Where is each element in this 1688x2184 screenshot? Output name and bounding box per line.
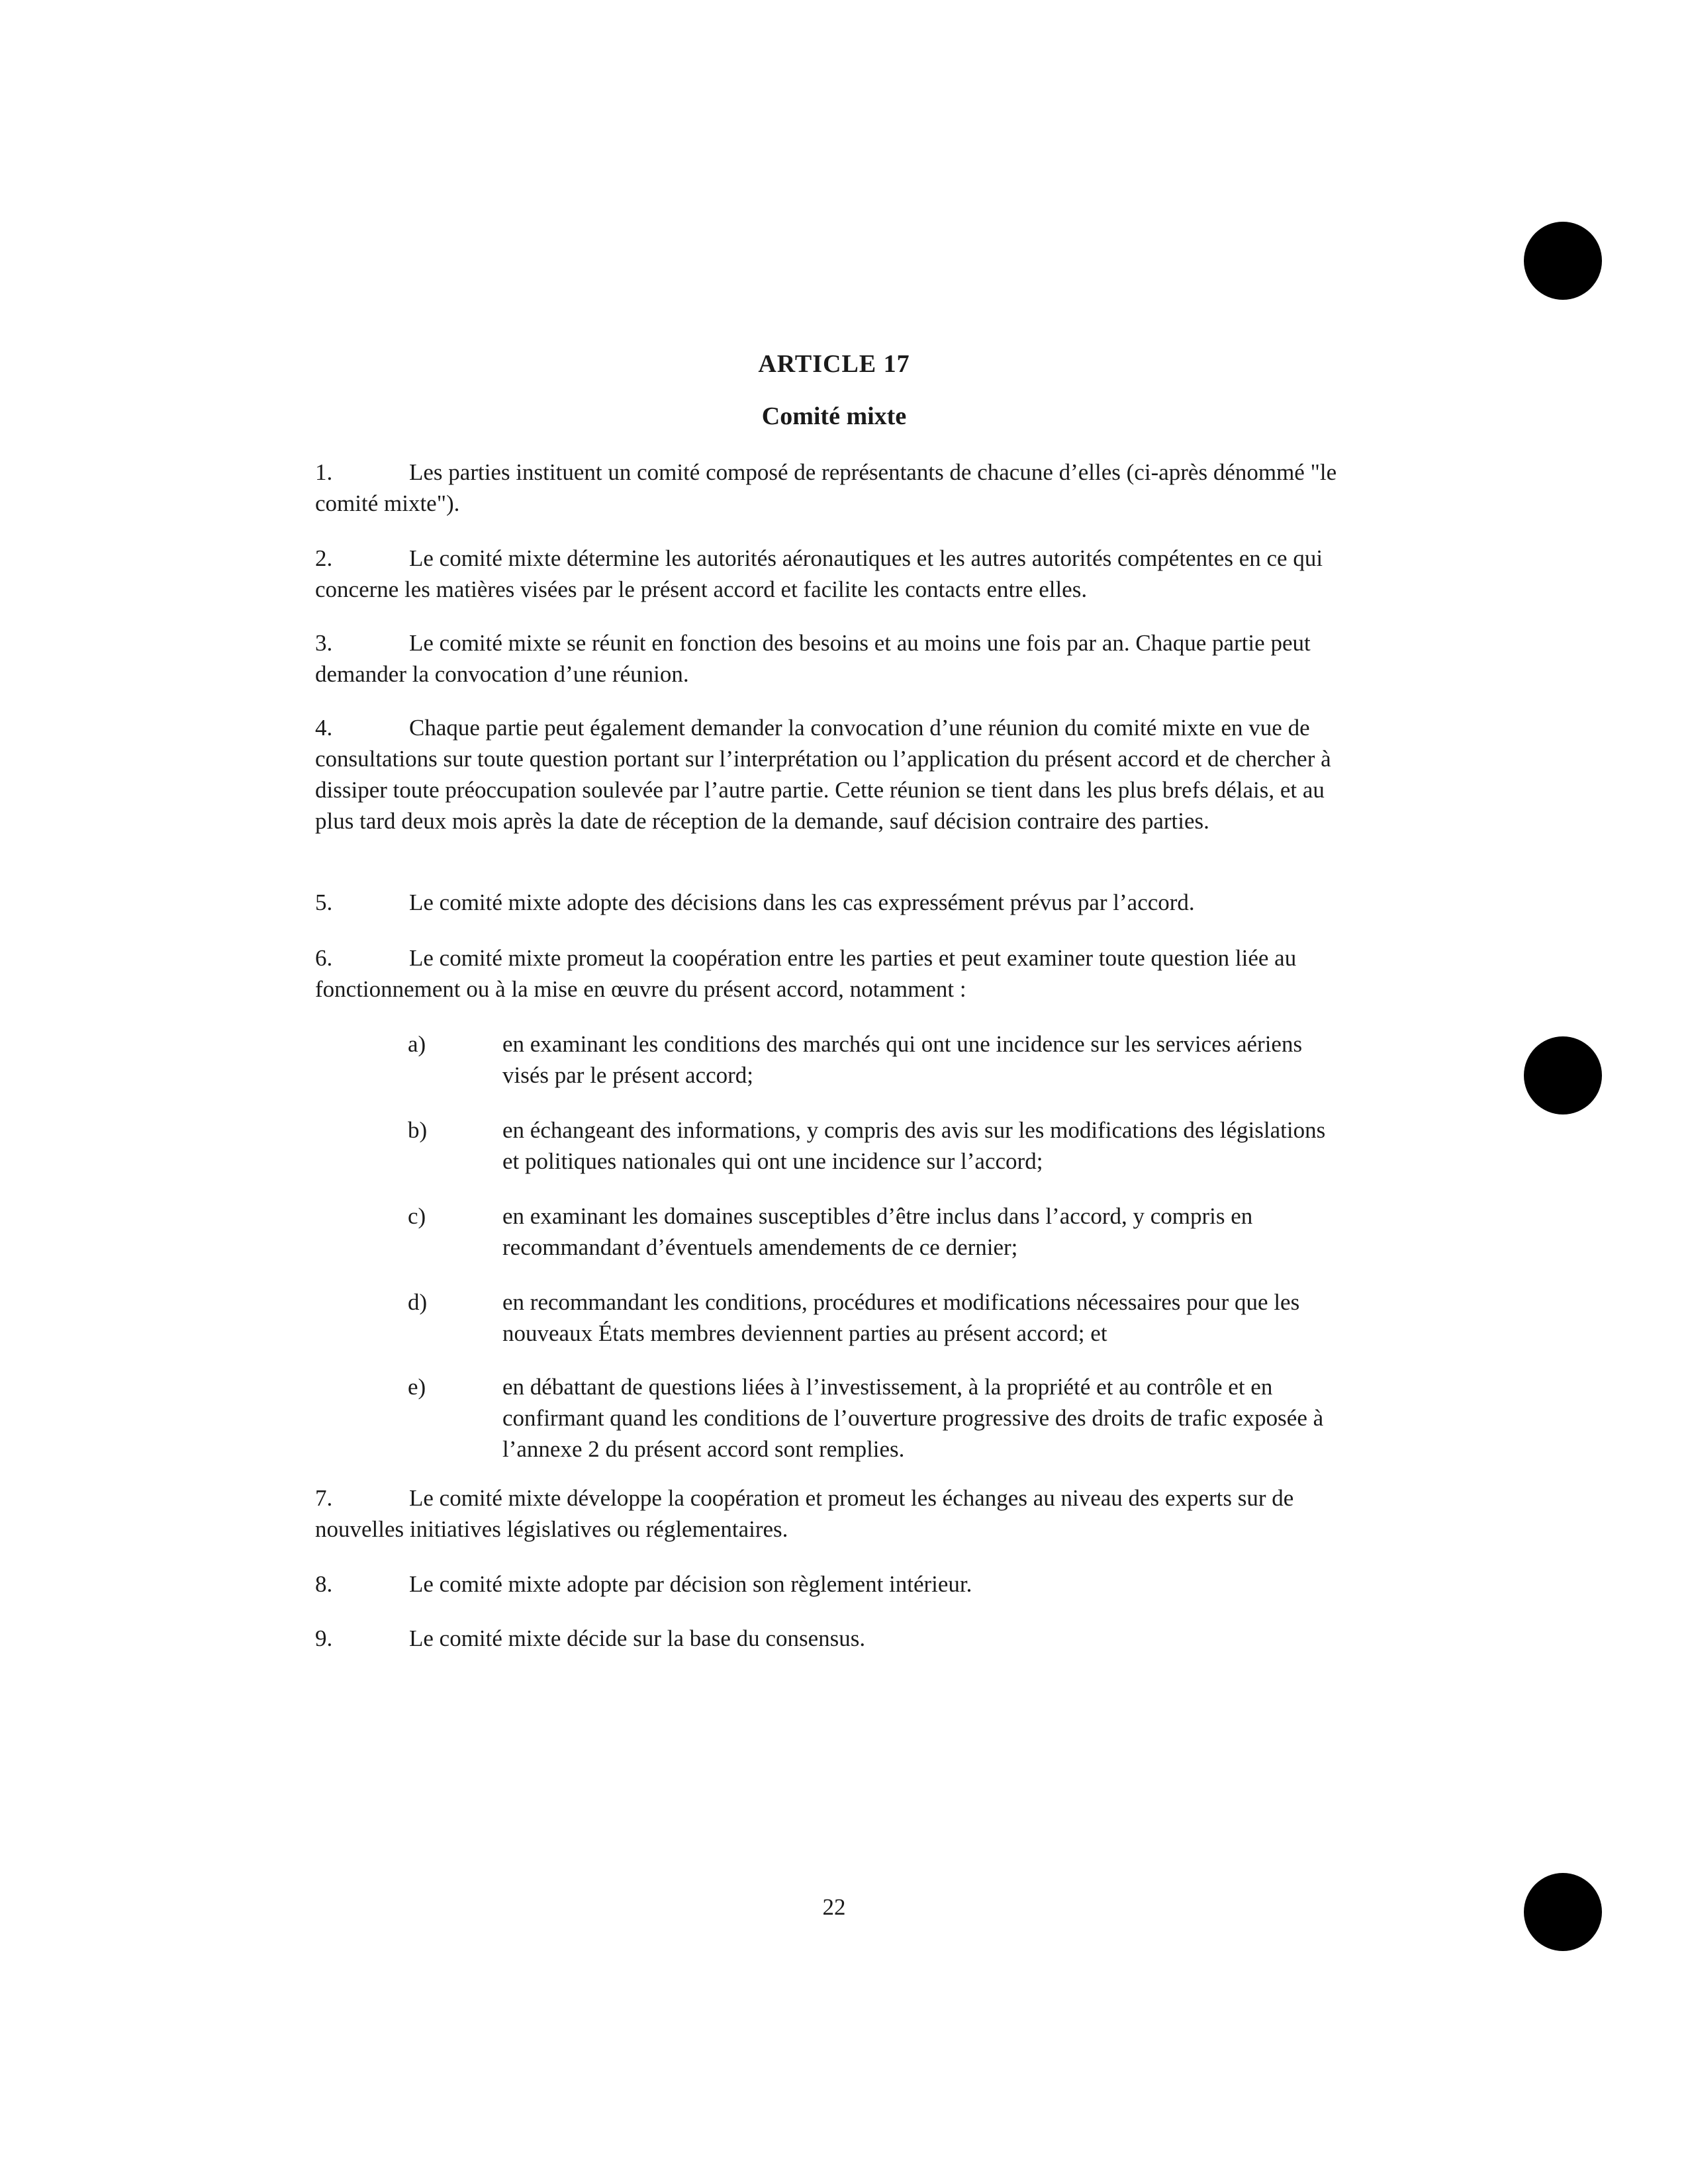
punch-hole-top [1524,222,1602,300]
paragraph-7 [315,1482,1348,1545]
paragraph-text: Le comité mixte détermine les autorités aéronautiques et les autres autorités compétentes en ce qui concerne les matières visées par le présent accord et facilite les contacts entre elles. [315,545,1323,602]
subitem-text: en débattant de questions liées à l’investissement, à la propriété et au contrôle et en confirmant quand les conditions de l’ouverture progressive des droits de trafic exposée à l’annexe 2 du présent accord sont remplies. [502,1374,1324,1462]
paragraph-3 [315,627,1348,690]
paragraph-4 [315,712,1348,837]
paragraph-8 [315,1569,1348,1600]
paragraph-2 [315,543,1348,605]
subitem-a [315,1028,1348,1091]
paragraph-1 [315,457,1348,519]
article-title: ARTICLE 17 [758,350,910,378]
punch-hole-middle [1524,1036,1602,1115]
subitem-d [315,1287,1348,1349]
subitem-letter: d) [408,1289,428,1315]
paragraph-number: 4. [315,715,333,741]
paragraph-5 [315,887,1348,918]
paragraph-text: Le comité mixte se réunit en fonction des besoins et au moins une fois par an. Chaque partie peut demander la convocation d’une réunion. [315,630,1311,687]
subitem-letter: a) [408,1031,426,1057]
paragraph-text: Le comité mixte adopte par décision son règlement intérieur. [409,1571,972,1597]
paragraph-number: 5. [315,889,333,915]
paragraph-number: 1. [315,459,333,485]
subitem-text: en recommandant les conditions, procédures et modifications nécessaires pour que les nouveaux États membres deviennent parties au présent accord; et [502,1289,1300,1346]
paragraph-number: 7. [315,1485,333,1511]
subitem-text: en examinant les conditions des marchés qui ont une incidence sur les services aériens visés par le présent accord; [502,1031,1303,1088]
paragraph-6 [315,942,1348,1005]
subitem-letter: c) [408,1203,426,1229]
paragraph-number: 6. [315,945,333,971]
subitem-e [315,1371,1348,1465]
subitem-b [315,1115,1348,1177]
paragraph-number: 9. [315,1625,333,1651]
paragraph-text: Chaque partie peut également demander la convocation d’une réunion du comité mixte en vue de consultations sur toute question portant sur l’interprétation ou l’application du présent accord et de chercher à dissiper toute préoccupation soulevée par l’autre partie. Cette réunion se tient dans les plus brefs délais, et au plus tard deux mois après la date de réception de la demande, sauf décision contraire des parties. [315,715,1331,834]
subitem-text: en échangeant des informations, y compris des avis sur les modifications des législations et politiques nationales qui ont une incidence sur l’accord; [502,1117,1326,1174]
article-subtitle: Comité mixte [761,402,907,430]
subitem-letter: b) [408,1117,428,1143]
paragraph-number: 3. [315,630,333,656]
subitem-c [315,1201,1348,1263]
paragraph-text: Le comité mixte décide sur la base du consensus. [409,1625,866,1651]
paragraph-text: Le comité mixte promeut la coopération entre les parties et peut examiner toute question liée au fonctionnement ou à la mise en œuvre du présent accord, notamment : [315,945,1297,1002]
paragraph-9 [315,1623,1348,1654]
paragraph-text: Le comité mixte développe la coopération et promeut les échanges au niveau des experts sur de nouvelles initiatives législatives ou réglementaires. [315,1485,1294,1542]
subitem-letter: e) [408,1374,426,1400]
paragraph-number: 8. [315,1571,333,1597]
paragraph-number: 2. [315,545,333,571]
page-number: 22 [822,1894,846,1920]
paragraph-text: Les parties instituent un comité composé de représentants de chacune d’elles (ci-après dénommé "le comité mixte"). [315,459,1337,516]
subitem-text: en examinant les domaines susceptibles d’être inclus dans l’accord, y compris en recommandant d’éventuels amendements de ce dernier; [502,1203,1253,1260]
paragraph-text: Le comité mixte adopte des décisions dans les cas expressément prévus par l’accord. [409,889,1195,915]
